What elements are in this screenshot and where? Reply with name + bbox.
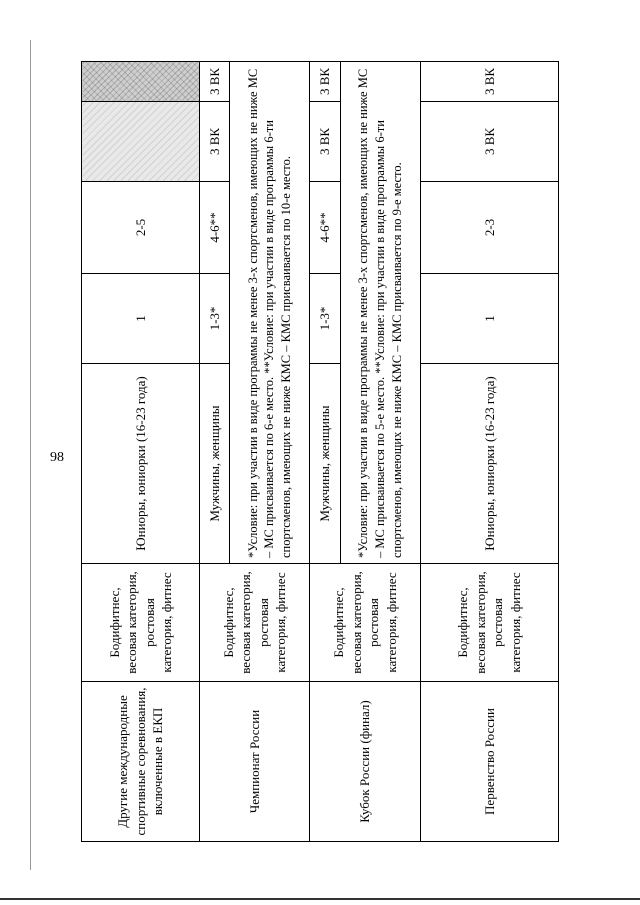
rank-cell: 3 ВК	[310, 102, 340, 182]
table-row	[310, 62, 340, 842]
rank-cell: 3 ВК	[420, 102, 558, 182]
condition-note: *Условие: при участии в виде программы не менее 3-х спортсменов, имеющих не ниже МС – МС присваивается по 6-е место. **Условие: при участии в виде программы 6-ти спортсменов, имеющих не ниже КМС – КМС присваивается по 10-е место.	[230, 62, 310, 564]
condition-note: *Условие: при участии в виде программы не менее 3-х спортсменов, имеющих не ниже МС – МС присваивается по 5-е место. **Условие: при участии в виде программы 6-ти спортсменов, имеющих не ниже КМС – КМС присваивается по 9-е место.	[340, 62, 420, 564]
rank-cell: 3 ВК	[200, 102, 230, 182]
place-cell: 2-3	[420, 182, 558, 274]
qualification-table	[81, 61, 559, 842]
scan-bottom-edge	[0, 898, 640, 900]
rank-cell	[82, 62, 200, 102]
place-cell: 1	[420, 274, 558, 364]
rank-cell: 3 ВК	[310, 62, 340, 102]
event-cell: Кубок России (финал)	[310, 682, 420, 842]
rank-cell: 3 ВК	[200, 62, 230, 102]
place-cell: 1-3*	[310, 274, 340, 364]
table-row	[420, 62, 558, 842]
place-cell: 1	[82, 274, 200, 364]
place-cell: 4-6**	[200, 182, 230, 274]
event-cell: Другие международные спортивные соревнования, включенные в ЕКП	[82, 682, 200, 842]
discipline-cell: Бодифитнес, весовая категория, ростовая категория, фитнес	[420, 564, 558, 682]
event-cell: Чемпионат России	[200, 682, 310, 842]
discipline-cell: Бодифитнес, весовая категория, ростовая категория, фитнес	[82, 564, 200, 682]
rotated-table-wrapper	[81, 62, 559, 842]
table-row	[200, 62, 230, 842]
place-cell: 1-3*	[200, 274, 230, 364]
rank-cell: 3 ВК	[420, 62, 558, 102]
rank-cell	[82, 102, 200, 182]
page-number: 98	[50, 450, 64, 465]
table-row	[82, 62, 200, 842]
place-cell: 4-6**	[310, 182, 340, 274]
group-cell: Юниоры, юниорки (16-23 года)	[82, 364, 200, 564]
discipline-cell: Бодифитнес, весовая категория, ростовая категория, фитнес	[310, 564, 420, 682]
group-cell: Юниоры, юниорки (16-23 года)	[420, 364, 558, 564]
place-cell: 2-5	[82, 182, 200, 274]
discipline-cell: Бодифитнес, весовая категория, ростовая категория, фитнес	[200, 564, 310, 682]
group-cell: Мужчины, женщины	[200, 364, 230, 564]
event-cell: Первенство России	[420, 682, 558, 842]
scan-margin-line	[30, 40, 31, 870]
group-cell: Мужчины, женщины	[310, 364, 340, 564]
